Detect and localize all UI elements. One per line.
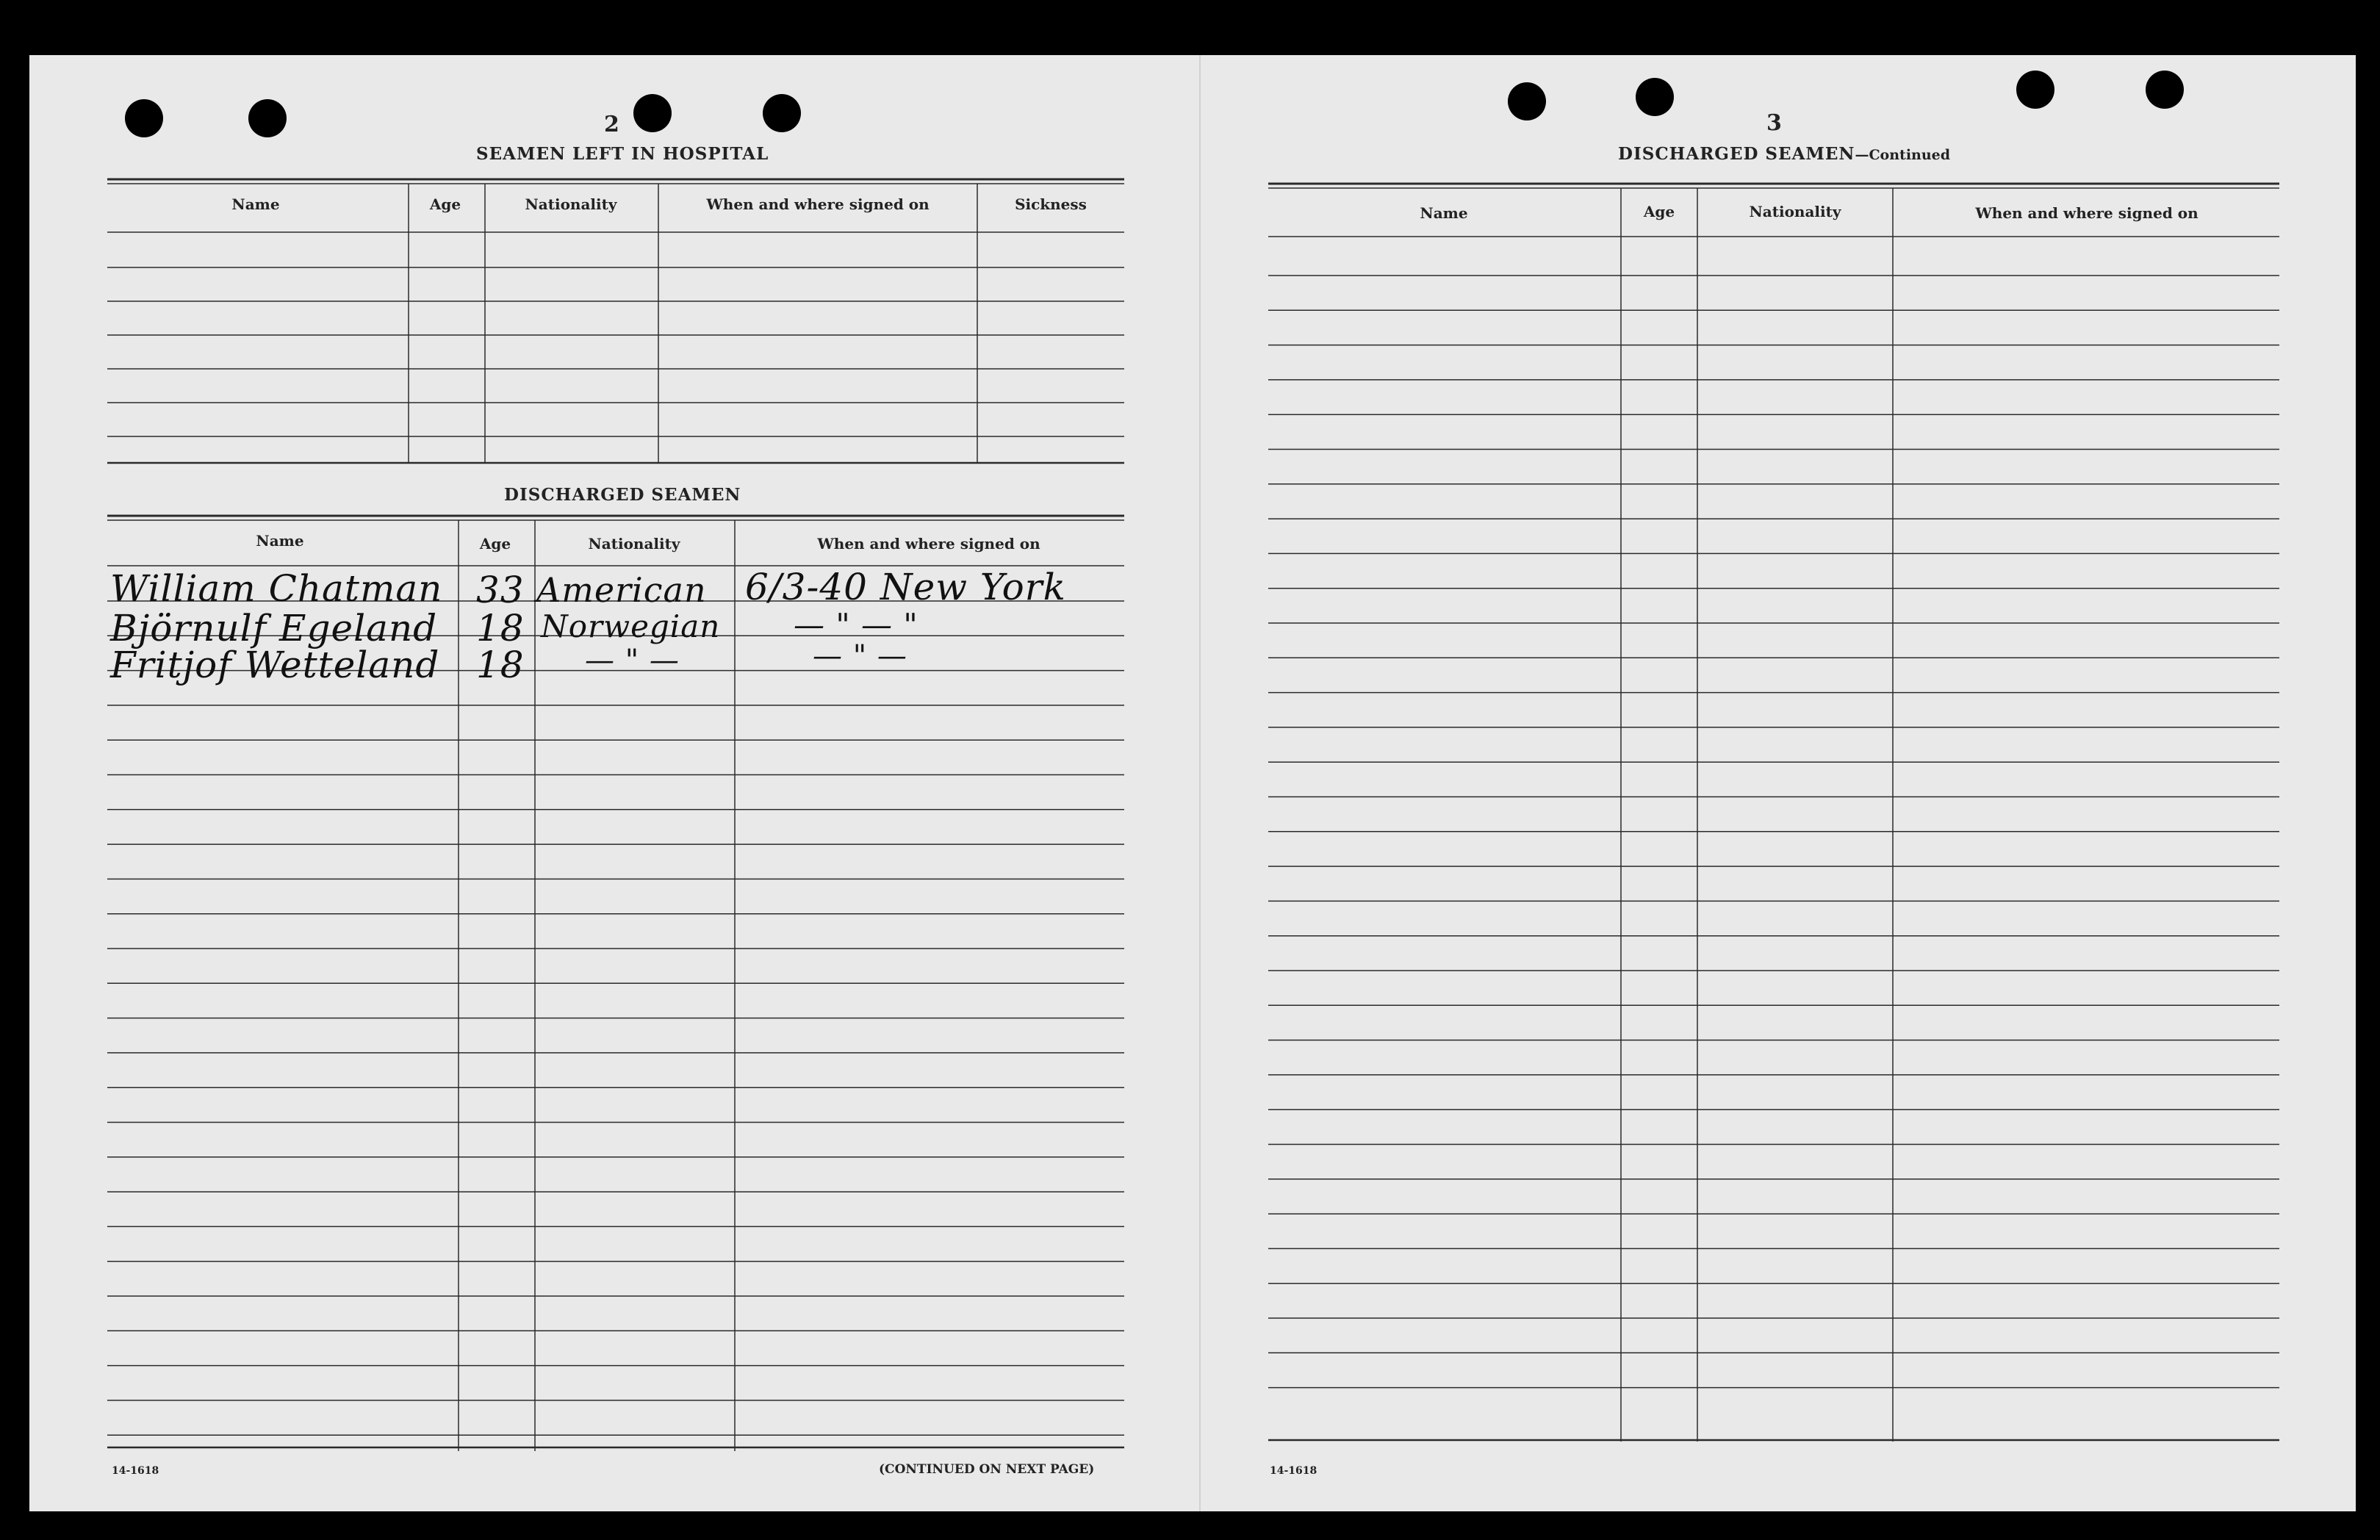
row2-age: 18: [476, 607, 525, 650]
hospital-section-title: SEAMEN LEFT IN HOSPITAL: [476, 144, 769, 164]
form-number: 14-1618: [1270, 1465, 1317, 1477]
continued-col-name: Name: [1420, 204, 1468, 222]
continued-col-age: Age: [1643, 203, 1675, 220]
hospital-col-name: Name: [231, 195, 280, 213]
title-main: DISCHARGED SEAMEN: [1618, 144, 1855, 164]
continued-col-signed-on: When and where signed on: [1975, 204, 2199, 222]
row3-name: Fritjof Wetteland: [110, 644, 440, 686]
title-suffix: —Continued: [1855, 147, 1951, 163]
row1-nationality: American: [536, 570, 707, 610]
row3-nationality: — " —: [585, 644, 680, 677]
row2-nationality: Norwegian: [541, 608, 721, 644]
hospital-col-signed-on: When and where signed on: [706, 195, 930, 213]
hospital-col-nationality: Nationality: [525, 195, 617, 213]
discharged-col-age: Age: [479, 535, 511, 553]
page-number: 2: [604, 112, 619, 137]
hospital-col-sickness: Sickness: [1015, 195, 1087, 213]
form-number: 14-1618: [112, 1465, 159, 1477]
row1-signed-on: 6/3-40 New York: [745, 566, 1066, 608]
continued-col-nationality: Nationality: [1749, 203, 1841, 220]
discharged-section-title: DISCHARGED SEAMEN: [504, 485, 741, 505]
discharged-col-signed-on: When and where signed on: [817, 535, 1040, 553]
discharged-col-nationality: Nationality: [588, 535, 680, 553]
discharged-col-name: Name: [256, 532, 304, 550]
row1-age: 33: [476, 569, 525, 611]
discharged-continued-title: [1618, 144, 1950, 164]
row2-name: Björnulf Egeland: [110, 607, 438, 650]
continued-note: (CONTINUED ON NEXT PAGE): [879, 1462, 1095, 1477]
page-number: 3: [1766, 110, 1782, 136]
row2-signed-on: — " — ": [794, 607, 918, 643]
row1-name: William Chatman: [110, 567, 443, 610]
row3-age: 18: [476, 644, 525, 686]
row3-signed-on: — " —: [813, 639, 907, 673]
hospital-col-age: Age: [429, 195, 461, 213]
